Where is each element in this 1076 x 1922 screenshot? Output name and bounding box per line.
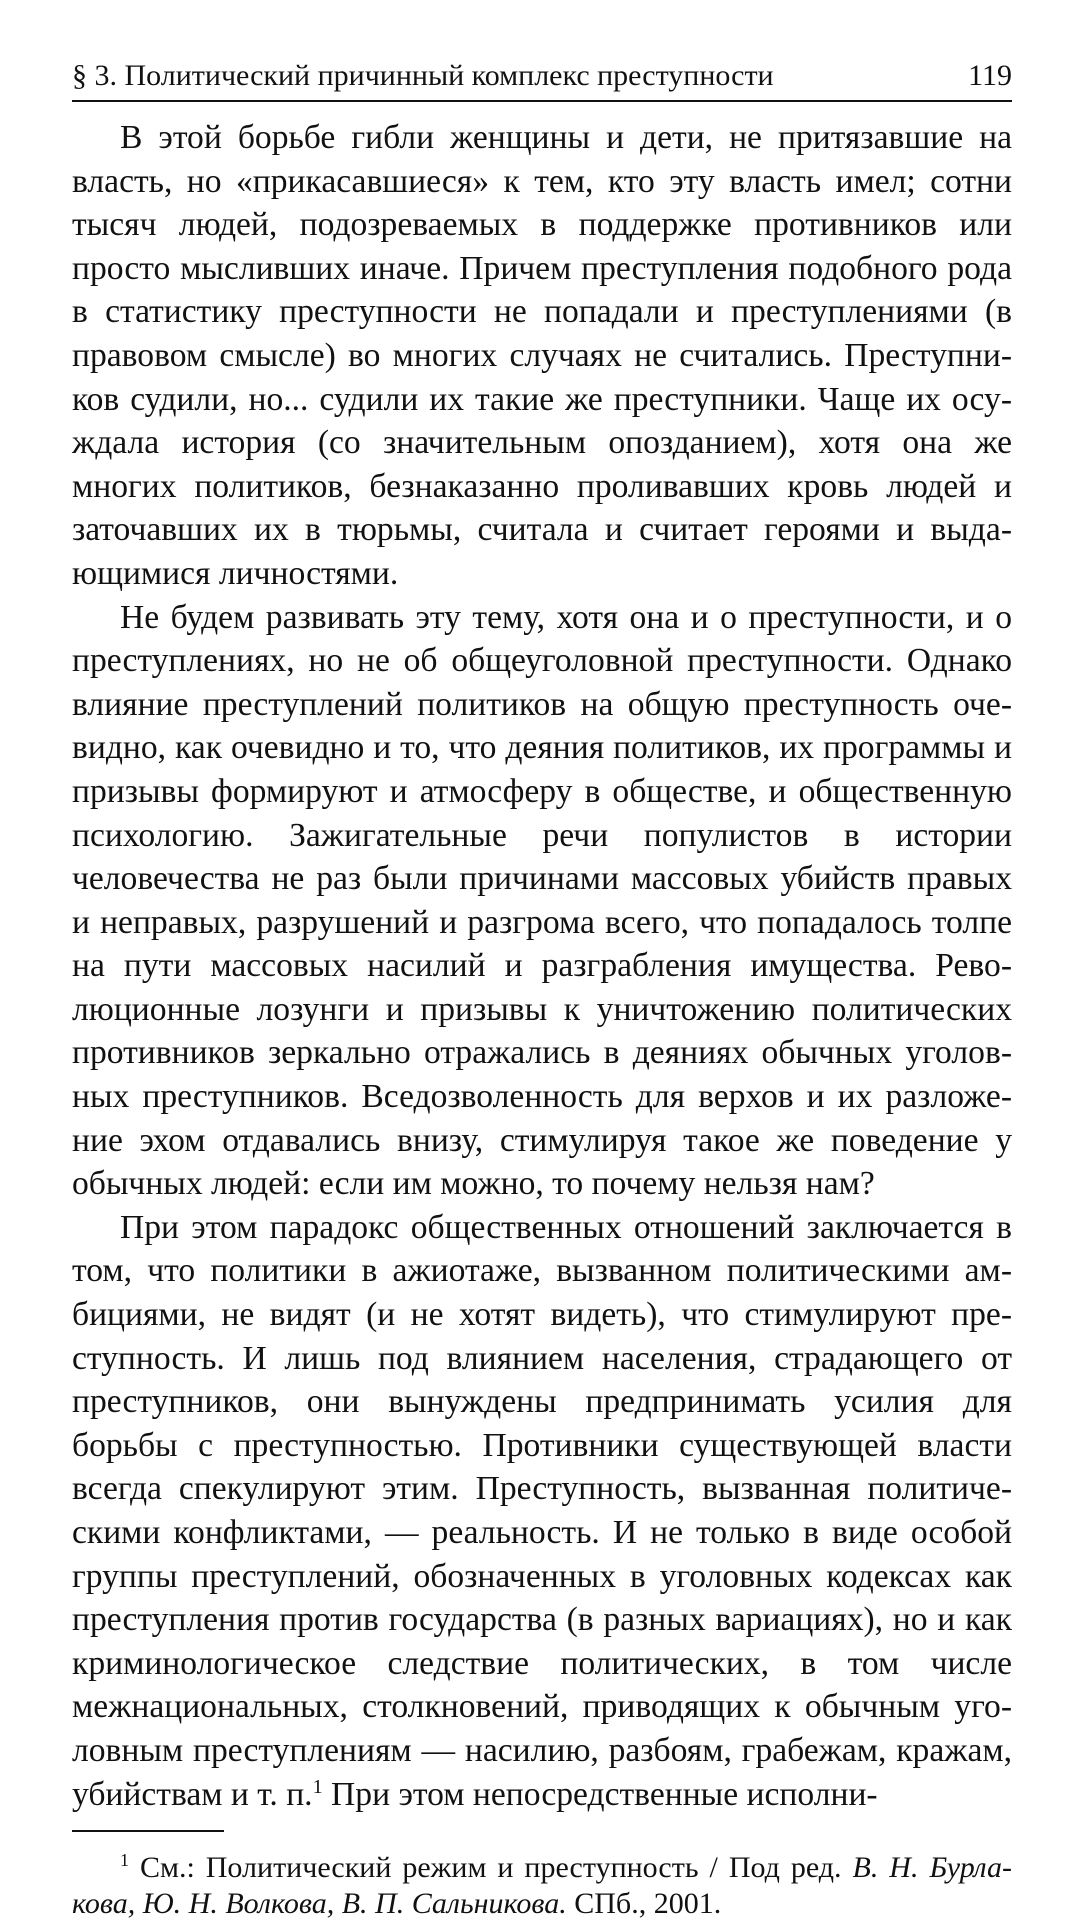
paragraph-3 — [72, 1206, 1012, 1816]
footnote-mark: 1 — [120, 1850, 129, 1871]
footnote-divider — [72, 1830, 224, 1832]
paragraph-2: Не будем развивать эту тему, хотя она и о преступности, и о преступлениях, но не об общеуголовной преступности. Однако влияние преступлений политиков на общую преступность очевидно, как очевидно и то, что деяния политиков, их программы и призывы формируют и атмосферу в обществе, и общественную психологию. Зажигательные речи популистов в истории человечества не раз были причинами массовых убийств правых и неправых, разрушений и разгрома всего, что попадалось толпе на пути массовых насилий и разграбления имущества. Революционные лозунги и призывы к уничтожению политических противников зеркально отражались в деяниях обычных уголовных преступников. Вседозволенность для верхов и их разложение эхом отдавались внизу, стимулируя такое же поведение у обычных людей: если им можно, то почему нельзя нам? — [72, 598, 1012, 1203]
paragraph-3-text: При этом парадокс общественных отношений заключается в том, что политики в ажиотаже, вызванном политическими амбициями, не видят (и не хотят видеть), что стимулируют преступность. И лишь под влиянием населения, страдающего от преступников, они вынуждены предпринимать усилия для борьбы с преступностью. Противники существующей власти всегда спекулируют этим. Преступность, вызванная политическими конфликтами, — реальность. И не только в виде особой группы преступлений, обозначенных в уголовных кодексах как преступления против государства (в разных вариациях), но и как криминологическое следствие политических, в том числе межнациональных, столкновений, приводящих к обычным уголовным преступлениям — насилию, разбоям, грабежам, кражам, убийствам и т. п. — [72, 1208, 1012, 1813]
body-text — [72, 116, 1012, 1816]
footnote-editors: В. Н. Бурлакова, Ю. Н. Волкова, В. П. Сальникова. — [72, 1851, 1012, 1921]
section-title: § 3. Политический причинный комплекс преступности — [72, 59, 774, 92]
footnote-reference: 1 — [312, 1775, 323, 1798]
paragraph-3-tail: При этом непосредственные исполни- — [322, 1775, 878, 1813]
book-page — [72, 58, 1012, 1922]
page-number: 119 — [968, 59, 1012, 92]
footnote-text-before: См.: Политический режим и преступность / Под ред. — [129, 1851, 853, 1885]
running-header — [72, 58, 1012, 102]
footnote — [72, 1850, 1012, 1922]
paragraph-1: В этой борьбе гибли женщины и дети, не притязавшие на власть, но «прикасавшиеся» к тем, кто эту власть имел; сотни тысяч людей, подозреваемых в поддержке противников или просто мысливших иначе. Причем преступления подобного рода в статистику преступности не попадали и преступлениями (в правовом смысле) во многих случаях не считались. Преступников судили, но... судили их такие же преступники. Чаще их осуждала история (со значительным опозданием), хотя она же многих политиков, безнаказанно проливавших кровь людей и заточавших их в тюрьмы, считала и считает героями и выдающимися личностями. — [72, 119, 1012, 592]
footnote-text-after: СПб., 2001. — [566, 1887, 722, 1921]
